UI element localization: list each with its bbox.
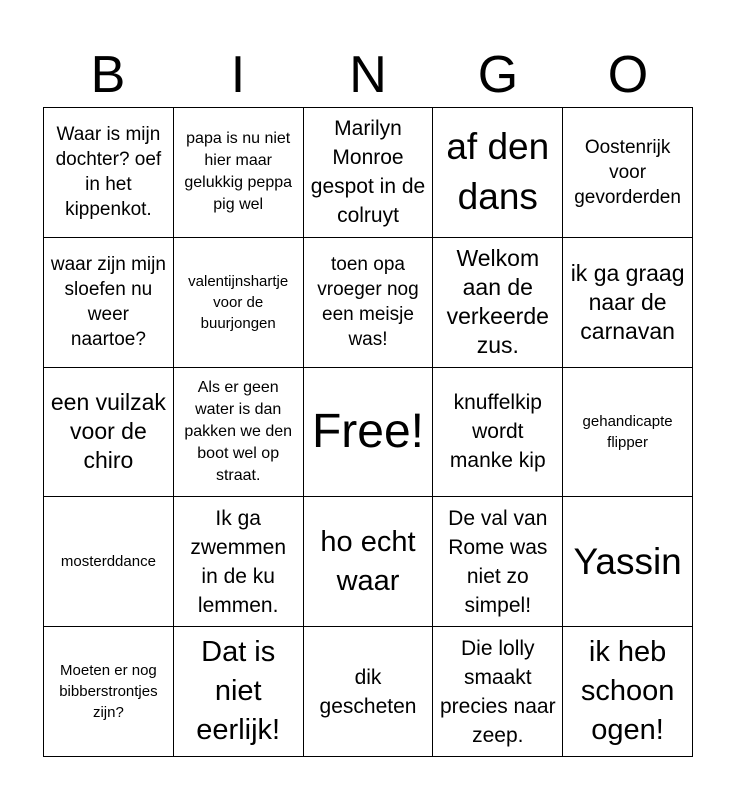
bingo-cell[interactable]: [433, 108, 563, 238]
bingo-cell[interactable]: [563, 108, 693, 238]
bingo-cell[interactable]: [433, 497, 563, 627]
bingo-cell[interactable]: [563, 368, 693, 498]
cell-text: toen opa vroeger nog een meisje was!: [317, 254, 419, 351]
cell-text: Marilyn Monroe gespot in de colruyt: [310, 117, 426, 228]
cell-text: papa is nu niet hier maar gelukkig peppa pig wel: [184, 130, 293, 214]
bingo-cell[interactable]: [304, 368, 434, 498]
cell-text: waar zijn mijn sloefen nu weer naartoe?: [50, 254, 166, 351]
bingo-cell[interactable]: [433, 238, 563, 368]
bingo-cell[interactable]: [563, 627, 693, 757]
cell-text: valentijnshartje voor de buurjongen: [188, 272, 289, 332]
header-letter-g: G: [477, 46, 519, 104]
cell-text: Oostenrijk voor gevorderden: [574, 136, 681, 208]
bingo-cell[interactable]: [174, 238, 304, 368]
header-letter-n: N: [349, 46, 387, 104]
bingo-cell[interactable]: [563, 497, 693, 627]
bingo-cell[interactable]: [563, 238, 693, 368]
cell-text: Moeten er nog bibberstrontjes zijn?: [59, 662, 158, 722]
bingo-cell[interactable]: [174, 108, 304, 238]
bingo-header: [43, 44, 693, 106]
bingo-card-grid: [43, 107, 693, 757]
cell-text: Dat is niet eerlijk!: [196, 636, 281, 747]
bingo-cell[interactable]: [433, 627, 563, 757]
cell-text: knuffelkip wordt manke kip: [449, 391, 546, 473]
bingo-cell[interactable]: [304, 497, 434, 627]
bingo-cell[interactable]: [174, 368, 304, 498]
bingo-cell[interactable]: [304, 108, 434, 238]
cell-text: ik heb schoon ogen!: [580, 636, 675, 747]
cell-text: een vuilzak voor de chiro: [50, 389, 166, 474]
cell-text: Yassin: [573, 540, 682, 582]
cell-text: Waar is mijn dochter? oef in het kippenkot.: [55, 124, 162, 221]
header-letter-i: I: [230, 46, 246, 104]
bingo-cell[interactable]: [174, 497, 304, 627]
bingo-cell[interactable]: [304, 627, 434, 757]
cell-text: De val van Rome was niet zo simpel!: [448, 506, 548, 617]
bingo-cell[interactable]: [304, 238, 434, 368]
header-letter-o: O: [607, 46, 649, 104]
cell-text: ho echt waar: [320, 525, 416, 597]
cell-text: Ik ga zwemmen in de ku lemmen.: [190, 506, 287, 617]
cell-text: gehandicapte flipper: [582, 412, 673, 451]
cell-text: Als er geen water is dan pakken we den boot wel op straat.: [184, 378, 293, 484]
cell-text: ik ga graag naar de carnavan: [570, 259, 685, 344]
header-letter-b: B: [90, 46, 126, 104]
bingo-cell[interactable]: [44, 627, 174, 757]
bingo-cell[interactable]: [44, 238, 174, 368]
cell-text: dik gescheten: [319, 665, 417, 718]
free-space-text: Free!: [311, 404, 424, 458]
bingo-cell[interactable]: [44, 497, 174, 627]
bingo-cell[interactable]: [44, 108, 174, 238]
cell-text: Welkom aan de verkeerde zus.: [446, 245, 549, 359]
cell-text: Die lolly smaakt precies naar zeep.: [440, 636, 556, 747]
cell-text: af den dans: [446, 126, 550, 218]
cell-text: mosterddance: [60, 553, 156, 571]
bingo-cell[interactable]: [44, 368, 174, 498]
bingo-cell[interactable]: [174, 627, 304, 757]
bingo-cell[interactable]: [433, 368, 563, 498]
